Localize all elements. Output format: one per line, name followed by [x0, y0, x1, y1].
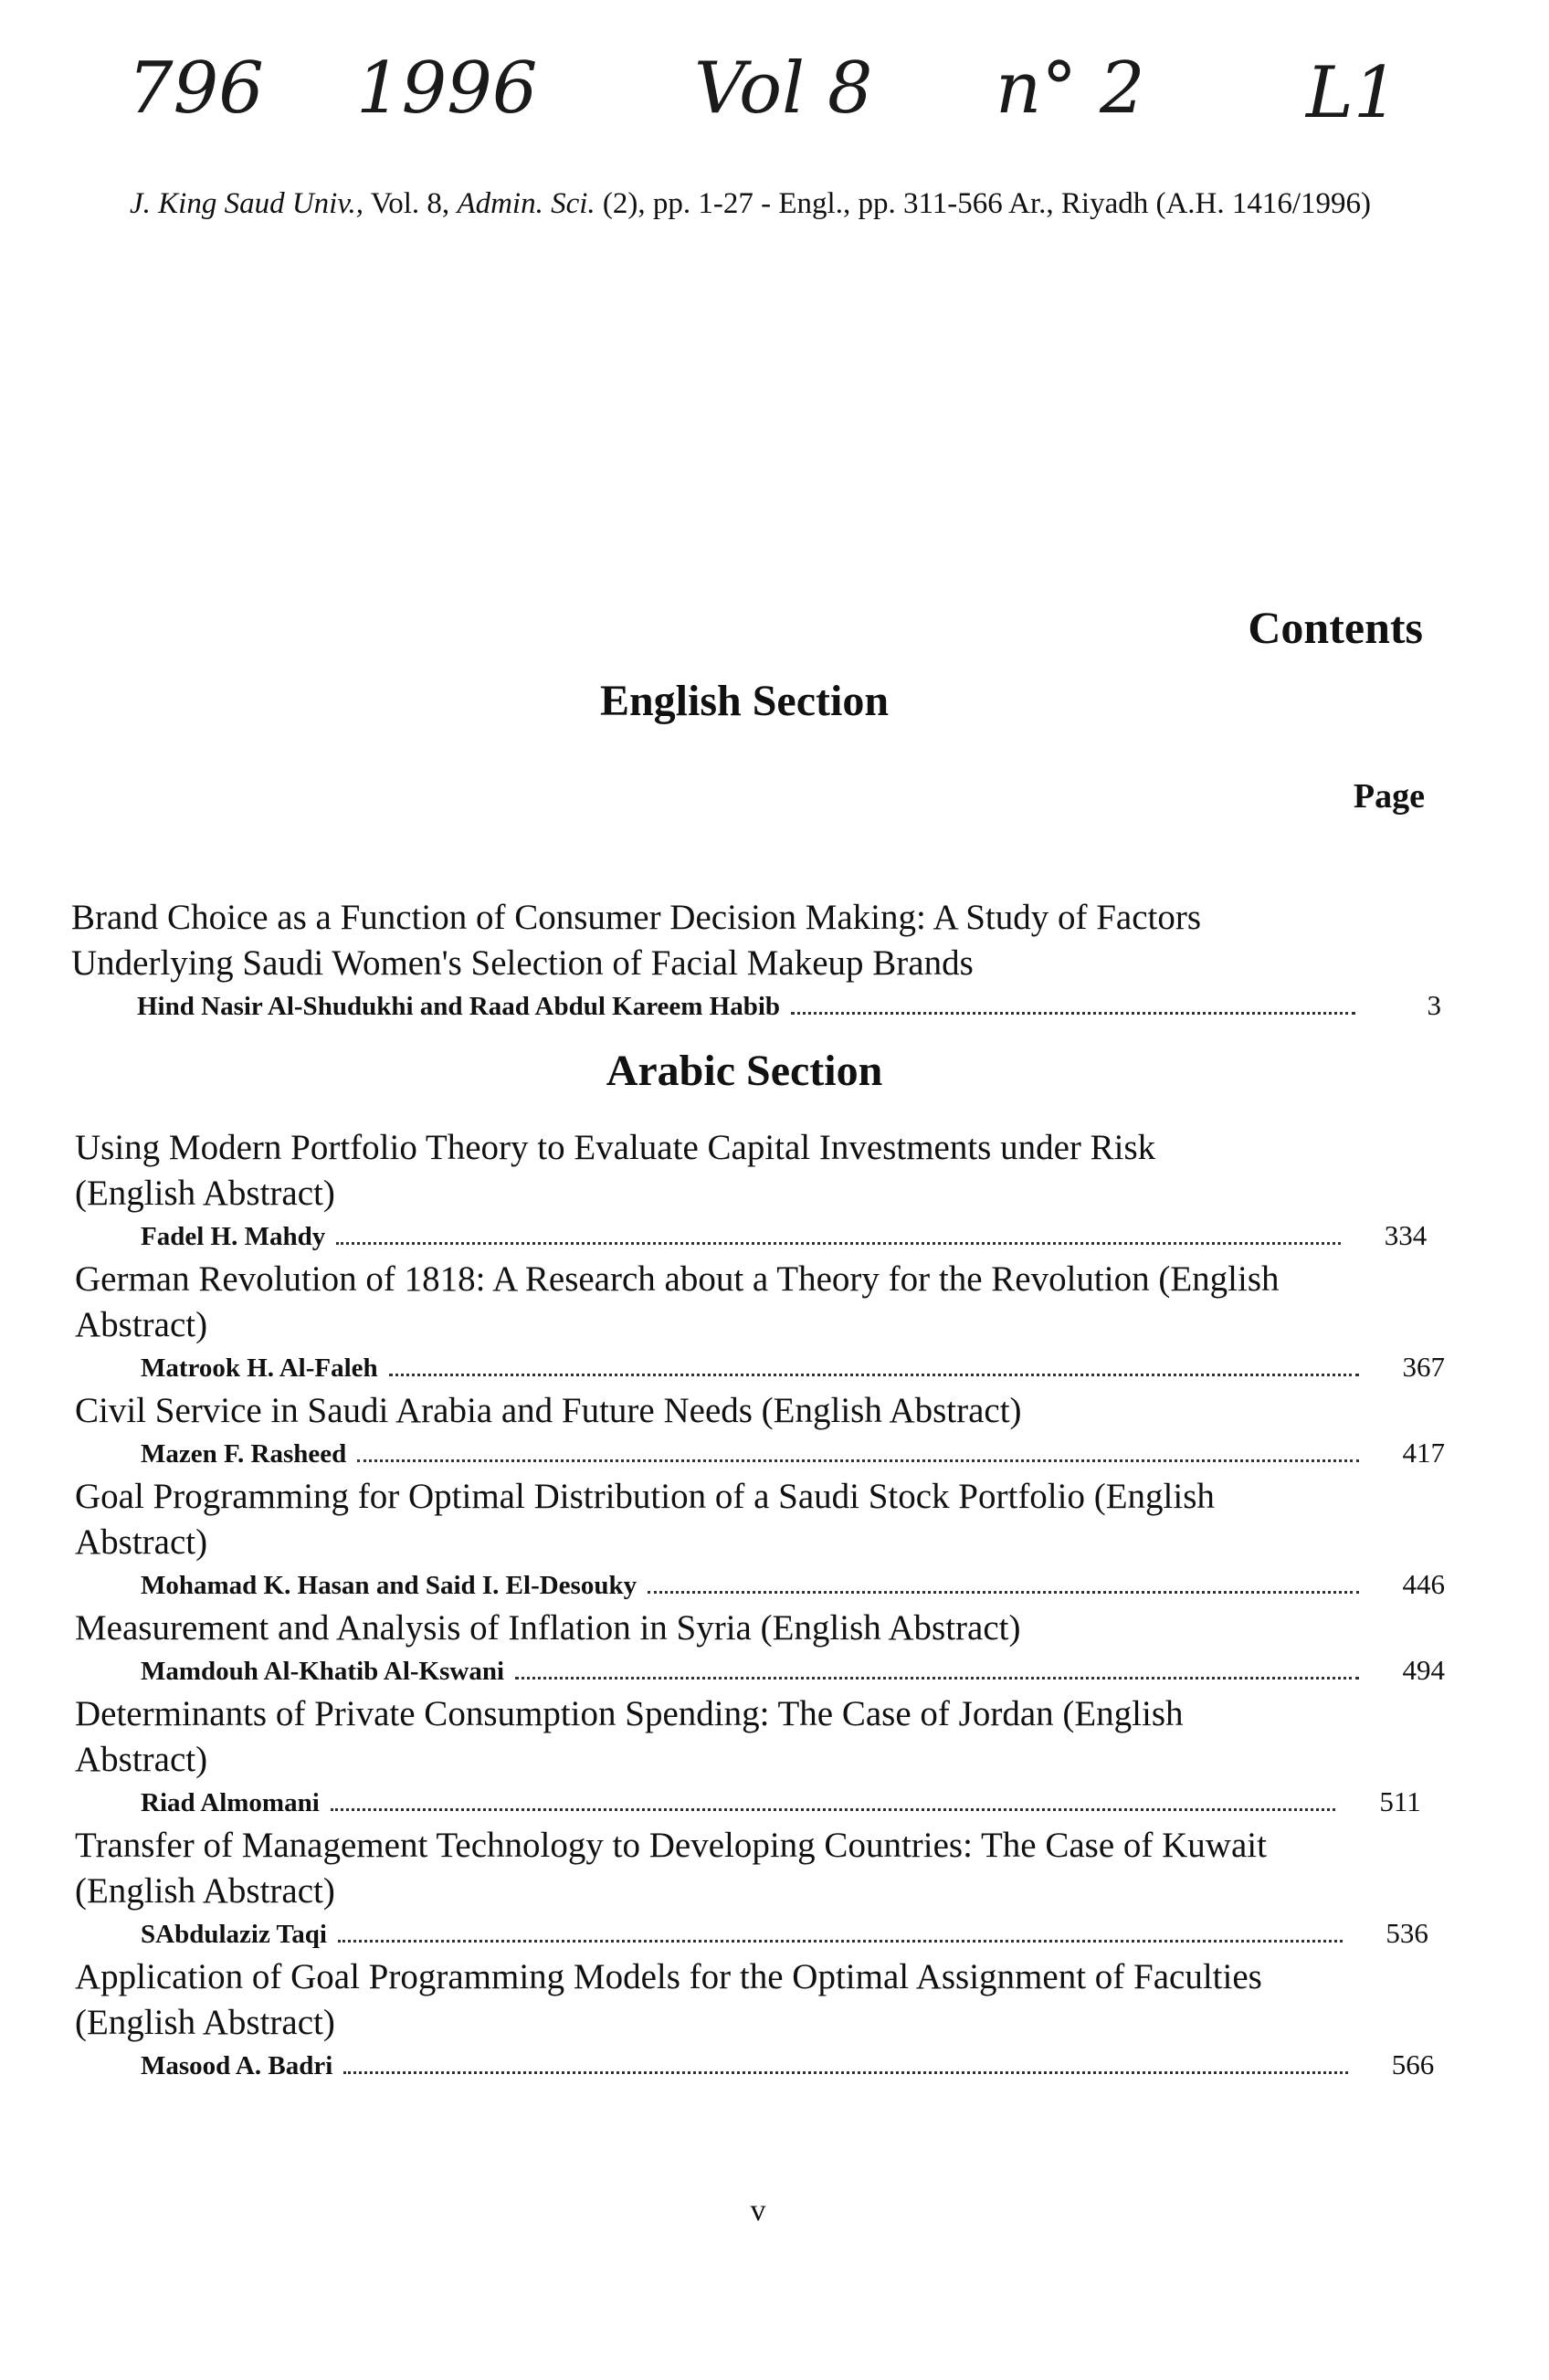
entry-page-number: 536 — [1386, 1917, 1428, 1949]
entry-page-number: 3 — [1427, 989, 1441, 1021]
dot-leader — [343, 2048, 1348, 2074]
entry-author: Hind Nasir Al-Shudukhi and Raad Abdul Kareem Habib — [137, 992, 781, 1021]
citation-rest: (2), pp. 1-27 - Engl., pp. 311-566 Ar., Riyadh (A.H. 1416/1996) — [602, 187, 1372, 220]
page-folio: v — [750, 2194, 766, 2227]
contents-heading: Contents — [1248, 602, 1423, 653]
entry-page-number: 494 — [1402, 1654, 1445, 1686]
english-entries-list — [71, 895, 1441, 1027]
toc-entry — [71, 895, 1441, 1027]
dot-leader — [515, 1653, 1359, 1680]
arabic-entries-list — [75, 1125, 1445, 2086]
toc-entry — [75, 1954, 1445, 2086]
english-section-heading: English Section — [599, 677, 890, 725]
toc-entry — [75, 1257, 1445, 1388]
entry-author: Mamdouh Al-Khatib Al-Kswani — [141, 1657, 505, 1686]
entry-meta — [141, 1436, 1445, 1474]
entry-title: Brand Choice as a Function of Consumer Decision Making: A Study of Factors Underlying Saudi Women's Selection of Facial Makeup Brands — [71, 898, 1202, 983]
entry-page-number: 334 — [1384, 1219, 1428, 1251]
entry-page-number: 566 — [1391, 2048, 1435, 2080]
dot-leader — [338, 1916, 1343, 1943]
toc-entry — [75, 1388, 1445, 1474]
toc-entry — [75, 1474, 1445, 1606]
page-column-label: Page — [1353, 777, 1425, 816]
entry-meta — [141, 2048, 1445, 2086]
entry-author: Mazen F. Rasheed — [141, 1439, 347, 1469]
toc-entry — [75, 1823, 1445, 1954]
entry-title: Measurement and Analysis of Inflation in Syria (English Abstract) — [75, 1608, 1021, 1648]
entry-author: Fadel H. Mahdy — [141, 1222, 326, 1251]
entry-author: Mohamad K. Hasan and Said I. El-Desouky — [141, 1571, 638, 1600]
entry-author: Masood A. Badri — [141, 2051, 333, 2080]
journal-citation — [130, 187, 1371, 221]
entry-author: Riad Almomani — [141, 1788, 320, 1817]
entry-page-number: 417 — [1402, 1437, 1445, 1469]
entry-meta — [137, 988, 1441, 1027]
handwritten-volume: Vol 8 — [694, 47, 873, 130]
toc-entry — [75, 1125, 1445, 1257]
toc-entry — [75, 1691, 1445, 1823]
citation-journal: J. King Saud Univ., — [130, 187, 364, 220]
entry-meta — [141, 1785, 1445, 1823]
entry-meta — [141, 1567, 1445, 1606]
handwritten-annotation — [128, 26, 1443, 144]
handwritten-number: 796 — [128, 47, 264, 130]
toc-entry — [75, 1606, 1445, 1691]
entry-title: Application of Goal Programming Models for the Optimal Assignment of Faculties (English Abstract) — [75, 1957, 1262, 2042]
entry-title: Goal Programming for Optimal Distribution of a Saudi Stock Portfolio (English Abstract) — [75, 1477, 1215, 1562]
entry-author: Matrook H. Al-Faleh — [141, 1353, 378, 1383]
entry-meta — [141, 1218, 1445, 1257]
citation-section: Admin. Sci. — [457, 187, 595, 220]
dot-leader — [389, 1350, 1359, 1376]
entry-page-number: 511 — [1379, 1785, 1421, 1817]
handwritten-issue: n° 2 — [996, 47, 1145, 130]
handwritten-year: 1996 — [356, 47, 538, 130]
entry-title: Using Modern Portfolio Theory to Evaluate Capital Investments under Risk (English Abstract) — [75, 1128, 1156, 1213]
handwritten-mark: L1 — [1306, 52, 1399, 134]
entry-meta — [141, 1350, 1445, 1388]
entry-author: SAbdulaziz Taqi — [141, 1920, 327, 1949]
entry-page-number: 446 — [1402, 1568, 1445, 1600]
dot-leader — [791, 988, 1355, 1015]
entry-title: Transfer of Management Technology to Developing Countries: The Case of Kuwait (English Abstract) — [75, 1826, 1267, 1911]
entry-page-number: 367 — [1402, 1351, 1445, 1383]
arabic-section-heading: Arabic Section — [606, 1047, 883, 1095]
dot-leader — [336, 1218, 1341, 1245]
handwritten-annotation-graphic — [128, 26, 1443, 144]
entry-title: Determinants of Private Consumption Spending: The Case of Jordan (English Abstract) — [75, 1694, 1184, 1779]
dot-leader — [357, 1436, 1359, 1462]
entry-meta — [141, 1916, 1445, 1954]
dot-leader — [331, 1785, 1335, 1811]
entry-meta — [141, 1653, 1445, 1691]
dot-leader — [648, 1567, 1359, 1594]
citation-volume: Vol. 8, — [370, 187, 450, 220]
entry-title: German Revolution of 1818: A Research about a Theory for the Revolution (English Abstract) — [75, 1259, 1280, 1344]
entry-title: Civil Service in Saudi Arabia and Future Needs (English Abstract) — [75, 1391, 1022, 1430]
